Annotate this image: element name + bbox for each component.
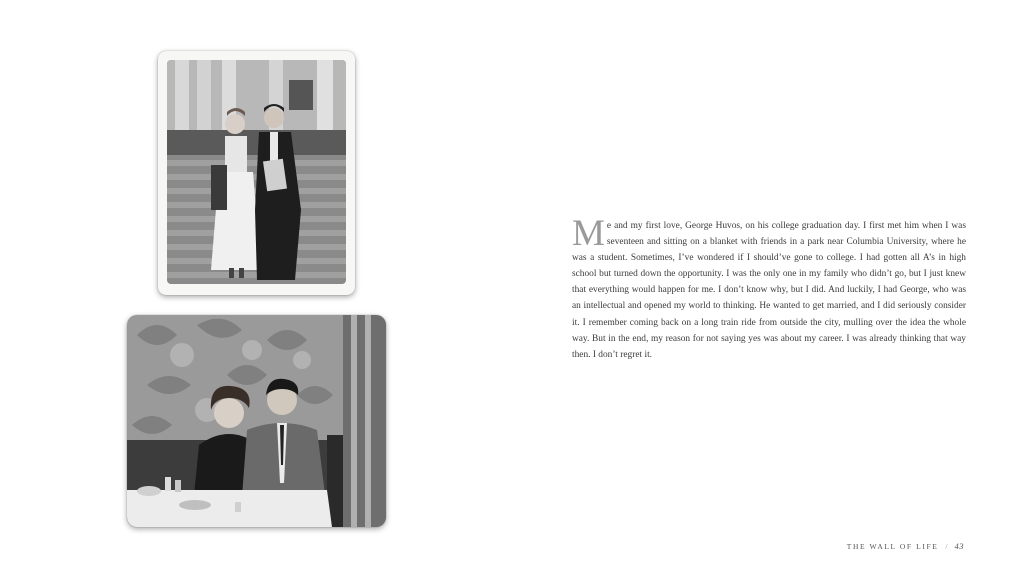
drop-cap: M [572, 213, 605, 254]
page-footer [847, 541, 964, 551]
footer-separator: / [945, 542, 948, 551]
photo-caption [572, 213, 966, 363]
graduation-photo [158, 51, 355, 295]
caption-text: e and my first love, George Huvos, on his college graduation day. I first met him when I was seventeen and sitting on a blanket with friends in a park near Columbia University, where he was a student. Sometimes, I’ve wondered if I should’ve gone to college. I had gotten all A’s in high school but turned down the opportunity. I was the only one in my family who didn’t go, but I just knew that everything would happen for me. I don’t know why, but I did. And luckily, I had George, who was an intellectual and opened my world to thinking. He wanted to get married, and I did seriously consider it. I remember coming back on a long train ride from outside the city, mulling over the idea the whole way. But in the end, my reason for not saying yes was about my career. I was already thinking that way then. I don’t regret it. [572, 221, 966, 360]
graduation-photo-icon [167, 60, 346, 284]
restaurant-couple-photo-icon [127, 315, 386, 527]
restaurant-photo [127, 315, 386, 527]
running-footer-title: THE WALL OF LIFE [846, 542, 939, 551]
page-number: 43 [954, 541, 964, 551]
